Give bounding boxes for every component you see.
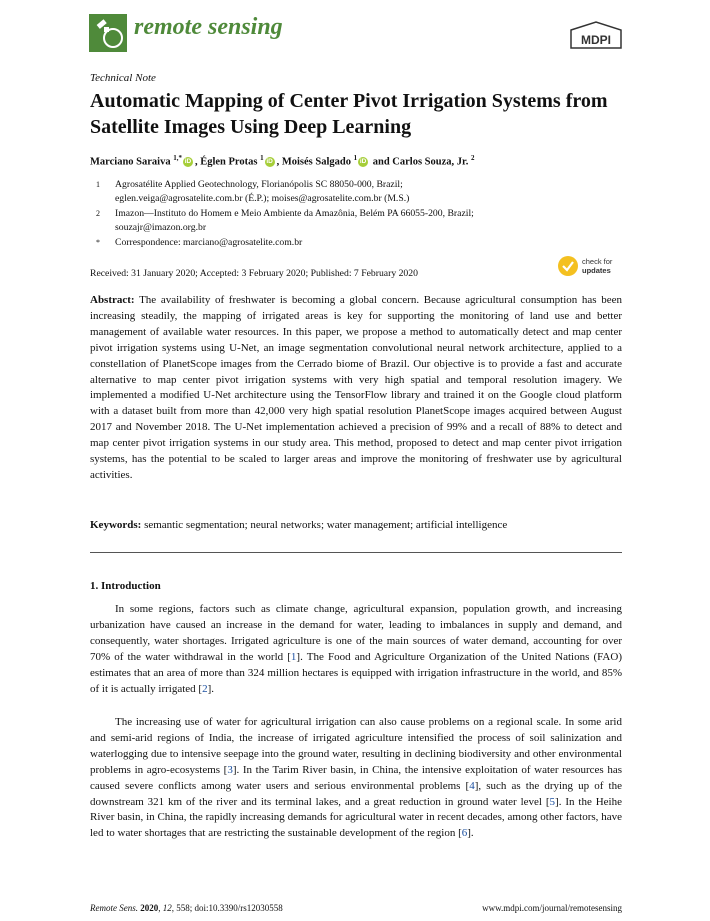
author-affiliation-mark: 1,*: [173, 154, 182, 162]
footer-citation: Remote Sens. 2020, 12, 558; doi:10.3390/rs12030558: [90, 903, 283, 913]
author-name[interactable]: and Carlos Souza, Jr.: [372, 156, 469, 168]
footer-journal-url[interactable]: www.mdpi.com/journal/remotesensing: [482, 903, 622, 913]
abstract: [90, 293, 622, 484]
citation-link[interactable]: 5: [549, 795, 556, 808]
publisher-name: MDPI: [581, 33, 611, 47]
footer-year: 2020: [140, 903, 159, 913]
journal-logo: [89, 14, 127, 52]
paragraph-text: In some regions, factors such as climate change, agricultural expansion, population growth, and increasing urbanization have caused an increase in the demand for water, leading to imbalances in supply and demand, and consequently, water shortages. Irrigated agriculture is one of the main sources of water demand, accounting for over 70% of the water withdrawal in the world [: [90, 603, 622, 663]
footer-doi[interactable]: , 558; doi:10.3390/rs12030558: [171, 903, 283, 913]
section-heading: 1. Introduction: [90, 580, 161, 592]
affiliation-mark: *: [96, 238, 100, 247]
publication-dates: Received: 31 January 2020; Accepted: 3 February 2020; Published: 7 February 2020: [90, 268, 418, 279]
citation-link[interactable]: 4: [469, 779, 475, 792]
journal-name: remote sensing: [134, 14, 283, 40]
intro-paragraph-2: [90, 715, 622, 842]
affiliation-email[interactable]: souzajr@imazon.org.br: [115, 222, 207, 233]
author-affiliation-mark: 1: [260, 154, 264, 162]
keywords-text: semantic segmentation; neural networks; water management; artificial intelligence: [144, 519, 508, 531]
article-type: Technical Note: [90, 72, 156, 84]
paper-title: Automatic Mapping of Center Pivot Irrigation Systems from Satellite Images Using Deep Learning: [90, 90, 608, 138]
section-divider: [90, 552, 622, 553]
affiliation-mark: 2: [96, 209, 100, 218]
author-name[interactable]: Marciano Saraiva: [90, 156, 171, 168]
author-name[interactable]: Églen Protas: [200, 156, 258, 168]
check-for-updates-badge[interactable]: [558, 256, 628, 280]
correspondence-line[interactable]: Correspondence: marciano@agrosatelite.com.br: [115, 237, 303, 248]
orcid-icon[interactable]: iD: [359, 158, 367, 166]
affiliation-line: Imazon—Instituto do Homem e Meio Ambiente da Amazônia, Belém PA 66055-200, Brazil;: [115, 208, 474, 219]
citation-link[interactable]: 1: [290, 650, 297, 663]
paragraph-text: ].: [467, 827, 474, 840]
keywords: [90, 518, 622, 534]
affiliation-line: Agrosatélite Applied Geotechnology, Florianópolis SC 88050-000, Brazil;: [115, 179, 403, 190]
satellite-icon: [89, 14, 127, 52]
author-affiliation-mark: 1: [353, 154, 358, 162]
footer-journal-abbrev: Remote Sens.: [90, 903, 138, 913]
author-list: Marciano Saraiva $^{1,*}$ iD , Églen Protas $^1$ iD , Moisés Salgado $^1$ iD and Carlos Souza, Jr. $^2$: [90, 154, 475, 168]
keywords-label: Keywords:: [90, 519, 142, 531]
citation-link[interactable]: 2: [202, 682, 208, 695]
check-updates-line2: updates: [582, 265, 611, 275]
publisher-logo: [567, 20, 625, 52]
citation-link[interactable]: 3: [227, 763, 233, 776]
abstract-text: The availability of freshwater is becoming a global concern. Because agricultural consumption has been increasing steadily, the mapping of irrigated areas is key for supporting the monitoring of land use and better management of available water resources. In this paper, we propose a method to automatically detect and map center pivot irrigation systems using U-Net, an image segmentation convolutional neural network architecture, applied to a constellation of PlanetScope images from the Cerrado biome of Brazil. Our objective is to provide a fast and accurate alternative to map center pivot irrigation systems with very high spatial and temporal resolution imagery. We implemented a modified U-Net architecture using the TensorFlow library and trained it on the Google cloud platform with a dataset built from more than 42,000 very high spatial resolution PlanetScope images acquired between August 2017 and November 2018. The U-Net implementation achieved a precision of 99% and a recall of 88% to detect and map center pivot irrigation systems in our study area. This method, proposed to detect and map center pivot irrigation systems, has the potential to be scaled to larger areas and improve the monitoring of freshwater use by agricultural activities.: [90, 294, 623, 481]
paragraph-text: ].: [207, 682, 215, 695]
paragraph-text: ], such as the drying up of the downstream 321 km of the river and its terminal lakes, and a great reduction in ground water level [: [90, 779, 622, 808]
paragraph-text: ]. In the Tarim River basin, in China, the intensive exploitation of water resources has caused severe conflicts among water users and serious environmental problems [: [90, 763, 622, 792]
check-updates-line1: check for: [582, 257, 613, 266]
citation-link[interactable]: 6: [461, 827, 468, 840]
check-updates-text: [582, 258, 612, 275]
paragraph-text: ]. The Food and Agriculture Organization of the United Nations (FAO) estimates that an area of more than 324 million hectares is equipped with irrigation infrastructure in the world, and 85% of it is actually irrigated [: [90, 650, 622, 695]
abstract-label: Abstract:: [90, 294, 135, 306]
paragraph-text: The increasing use of water for agricultural irrigation can also cause problems on a regional scale. In some arid and semi-arid regions of India, the increase of irrigated agriculture intensified the process of soil salinization and waterlogging due to intensive seepage into the ground water, resulting in declining biodiversity and other environmental problems in agro-ecosystems [: [90, 716, 622, 776]
paragraph-text: ]. In the Heihe River basin, in China, the rapidly increasing demands for agricultural water in recent decades, among other factors, have led to water shortages that are restricting the sustainable development of the region [: [90, 795, 622, 840]
intro-paragraph-1: [90, 602, 622, 697]
affiliation-mark: 1: [96, 180, 100, 189]
affiliation-email[interactable]: eglen.veiga@agrosatelite.com.br (É.P.); moises@agrosatelite.com.br (M.S.): [115, 193, 410, 204]
footer-volume: 12: [162, 903, 172, 913]
orcid-icon[interactable]: iD: [266, 158, 273, 166]
checkmark-icon: [558, 256, 578, 276]
orcid-icon[interactable]: iD: [184, 158, 192, 166]
author-name[interactable]: Moisés Salgado: [281, 156, 351, 168]
author-affiliation-mark: 2: [470, 154, 475, 162]
